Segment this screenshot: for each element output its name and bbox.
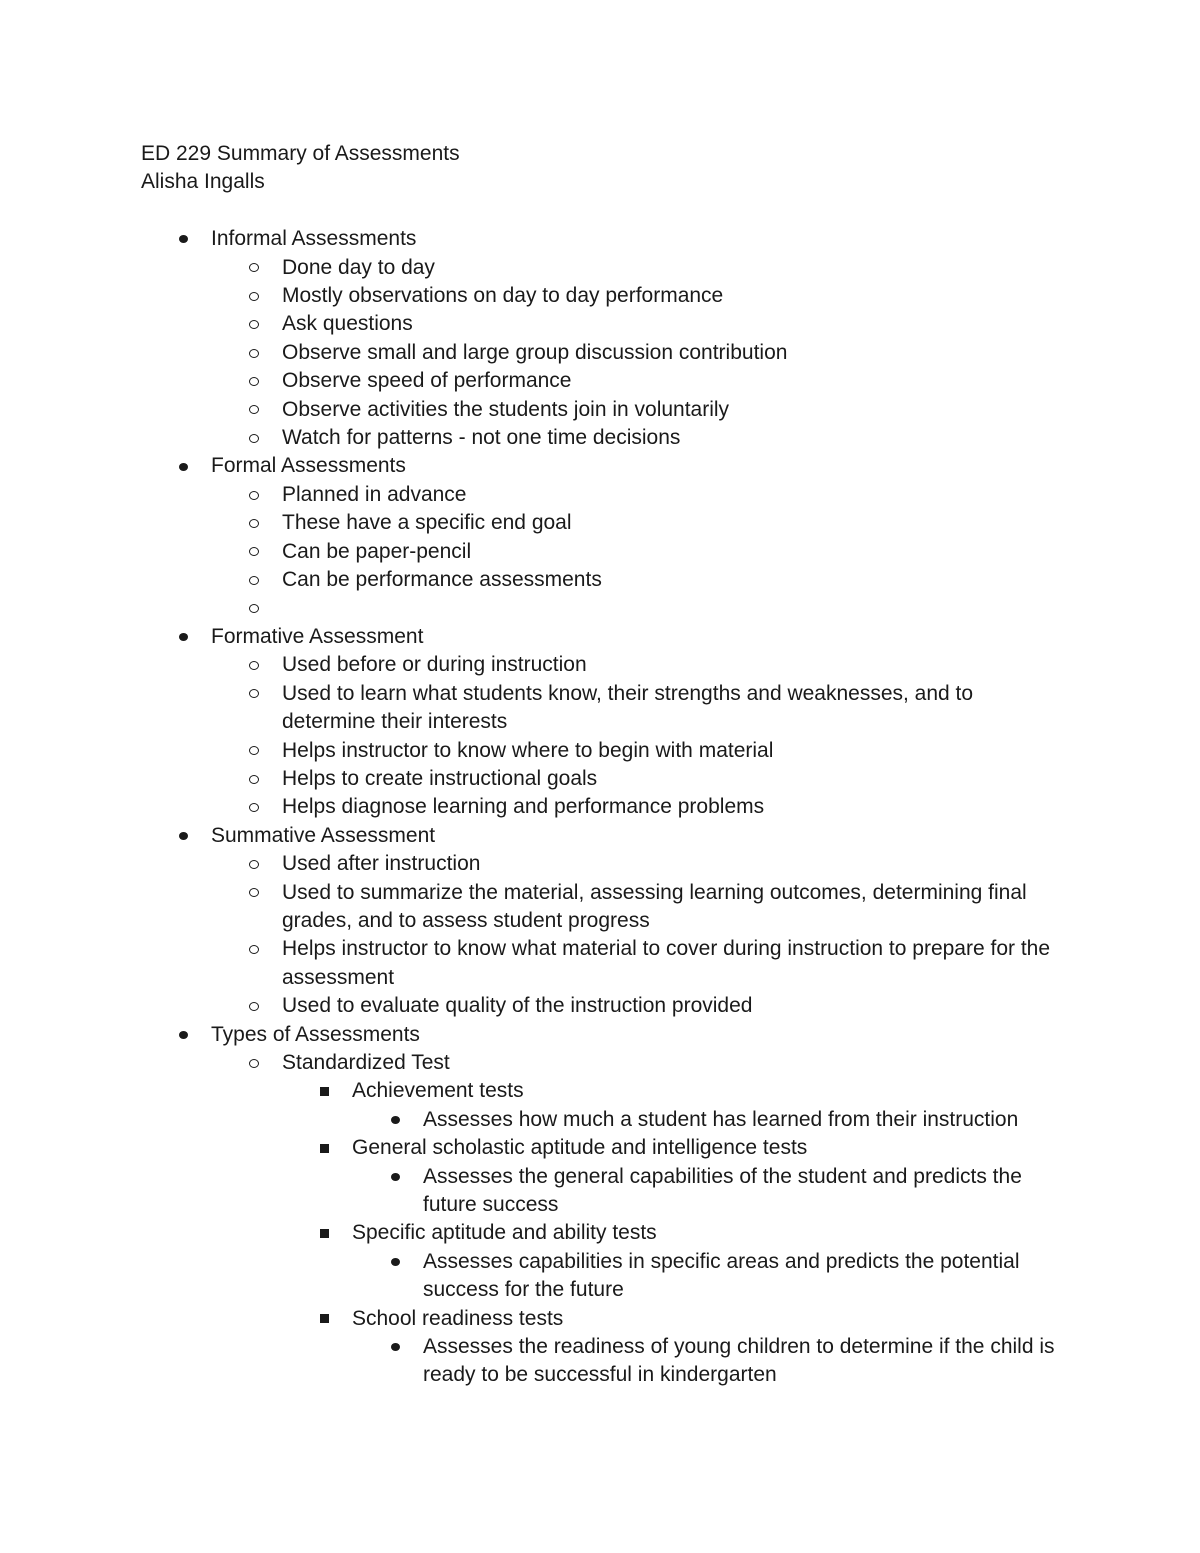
- bullet-circle-icon: [246, 339, 262, 367]
- subsection-standardized-test: Standardized Test: [141, 1049, 1061, 1077]
- bullet-circle-icon: [246, 765, 262, 793]
- bullet-disc-icon: [387, 1248, 403, 1276]
- bullet-square-icon: [316, 1134, 332, 1162]
- test-description: Assesses the readiness of young children to determine if the child is ready to be successful in kindergarten: [141, 1333, 1061, 1390]
- list-item: Used to learn what students know, their strengths and weaknesses, and to determine their interests: [141, 680, 1061, 737]
- list-item: Can be paper-pencil: [141, 538, 1061, 566]
- list-item: Observe small and large group discussion contribution: [141, 339, 1061, 367]
- bullet-circle-icon: [246, 310, 262, 338]
- bullet-circle-icon: [246, 509, 262, 537]
- bullet-circle-icon: [246, 481, 262, 509]
- list-item: Used before or during instruction: [141, 651, 1061, 679]
- bullet-circle-icon: [246, 538, 262, 566]
- document-title: ED 229 Summary of Assessments: [141, 142, 460, 165]
- bullet-circle-icon: [246, 935, 262, 963]
- section-label: Formal Assessments: [211, 454, 406, 478]
- list-item: Can be performance assessments: [141, 566, 1061, 594]
- bullet-circle-icon: [246, 424, 262, 452]
- document-author: Alisha Ingalls: [141, 170, 265, 194]
- bullet-disc-icon: [175, 225, 191, 253]
- section-summative-assessment: [141, 822, 1061, 850]
- bullet-disc-icon: [387, 1333, 403, 1361]
- bullet-circle-icon: [246, 595, 262, 623]
- bullet-circle-icon: [246, 566, 262, 594]
- bullet-disc-icon: [175, 452, 191, 480]
- list-item: Observe speed of performance: [141, 367, 1061, 395]
- outline-list: [141, 225, 1061, 1390]
- test-name: Specific aptitude and ability tests: [141, 1219, 1061, 1247]
- test-name: School readiness tests: [141, 1305, 1061, 1333]
- bullet-disc-icon: [175, 822, 191, 850]
- list-item: Used to evaluate quality of the instruction provided: [141, 992, 1061, 1020]
- list-item: Helps diagnose learning and performance problems: [141, 793, 1061, 821]
- bullet-square-icon: [316, 1219, 332, 1247]
- section-label: Formative Assessment: [211, 624, 424, 648]
- list-item: Mostly observations on day to day performance: [141, 282, 1061, 310]
- test-name: Achievement tests: [141, 1077, 1061, 1105]
- list-item: Done day to day: [141, 254, 1061, 282]
- bullet-circle-icon: [246, 680, 262, 708]
- bullet-circle-icon: [246, 651, 262, 679]
- bullet-circle-icon: [246, 1049, 262, 1077]
- list-item-empty: [141, 595, 1061, 623]
- list-item: Helps instructor to know what material to cover during instruction to prepare for the assessment: [141, 935, 1061, 992]
- bullet-disc-icon: [387, 1163, 403, 1191]
- document-body: [141, 140, 1061, 1390]
- list-item: Helps to create instructional goals: [141, 765, 1061, 793]
- section-formative-assessment: [141, 623, 1061, 651]
- list-item: Helps instructor to know where to begin with material: [141, 737, 1061, 765]
- bullet-circle-icon: [246, 396, 262, 424]
- section-formal-assessments: [141, 452, 1061, 480]
- list-item: Ask questions: [141, 310, 1061, 338]
- section-label: Summative Assessment: [211, 823, 436, 847]
- list-item: These have a specific end goal: [141, 509, 1061, 537]
- section-label: Types of Assessments: [211, 1022, 420, 1046]
- bullet-circle-icon: [246, 992, 262, 1020]
- bullet-circle-icon: [246, 254, 262, 282]
- bullet-circle-icon: [246, 793, 262, 821]
- bullet-circle-icon: [246, 879, 262, 907]
- list-item: Used after instruction: [141, 850, 1061, 878]
- list-item: Observe activities the students join in voluntarily: [141, 396, 1061, 424]
- test-name: General scholastic aptitude and intelligence tests: [141, 1134, 1061, 1162]
- test-description: Assesses how much a student has learned from their instruction: [141, 1106, 1061, 1134]
- bullet-disc-icon: [387, 1106, 403, 1134]
- list-item: Planned in advance: [141, 481, 1061, 509]
- bullet-square-icon: [316, 1077, 332, 1105]
- section-informal-assessments: [141, 225, 1061, 253]
- bullet-circle-icon: [246, 850, 262, 878]
- blank-line: [141, 197, 1061, 225]
- section-label: Informal Assessments: [211, 227, 417, 251]
- list-item: Used to summarize the material, assessing learning outcomes, determining final grades, and to assess student progress: [141, 879, 1061, 936]
- bullet-disc-icon: [175, 1021, 191, 1049]
- test-description: Assesses the general capabilities of the student and predicts the future success: [141, 1163, 1061, 1220]
- list-item: Watch for patterns - not one time decisions: [141, 424, 1061, 452]
- section-types-of-assessments: [141, 1021, 1061, 1049]
- bullet-circle-icon: [246, 367, 262, 395]
- bullet-circle-icon: [246, 737, 262, 765]
- bullet-disc-icon: [175, 623, 191, 651]
- bullet-circle-icon: [246, 282, 262, 310]
- test-description: Assesses capabilities in specific areas and predicts the potential success for the future: [141, 1248, 1061, 1305]
- bullet-square-icon: [316, 1305, 332, 1333]
